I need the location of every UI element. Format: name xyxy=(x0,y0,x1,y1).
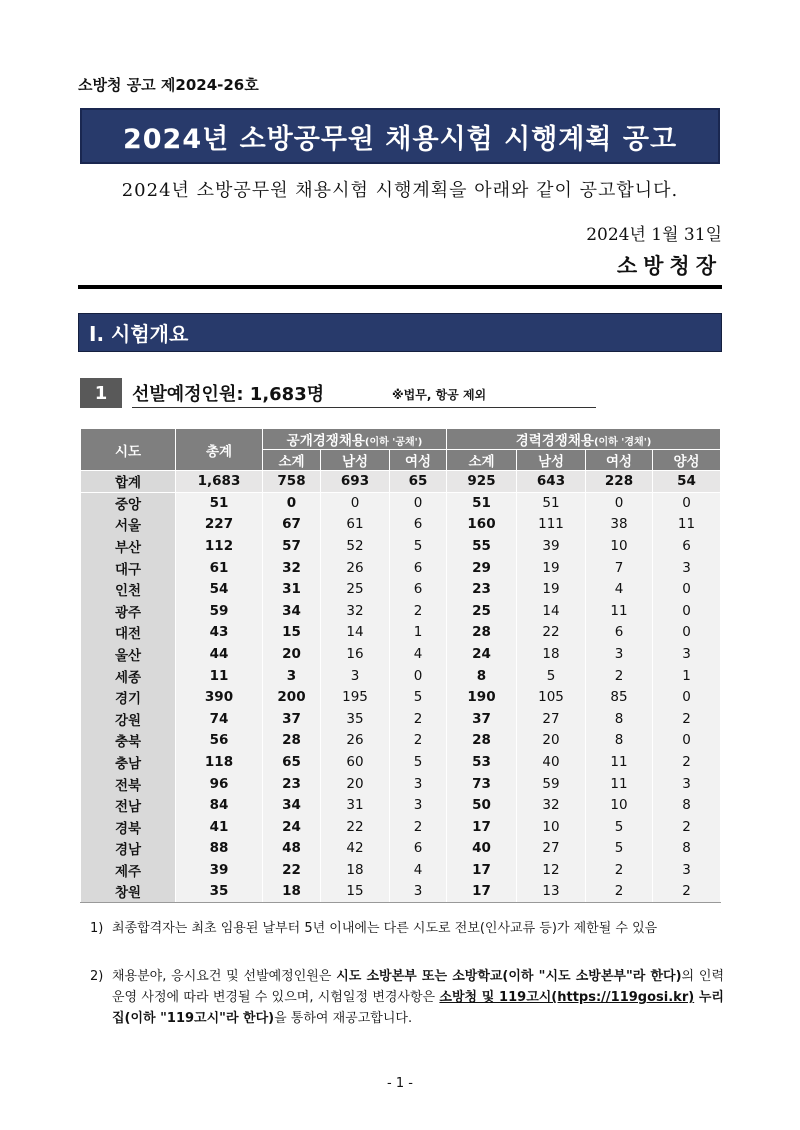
value-cell: 52 xyxy=(321,535,390,557)
value-cell: 27 xyxy=(517,708,586,730)
value-cell: 50 xyxy=(447,794,517,816)
region-cell: 부산 xyxy=(81,535,176,557)
value-cell: 6 xyxy=(653,535,721,557)
value-cell: 23 xyxy=(447,578,517,600)
value-cell: 18 xyxy=(263,881,321,903)
value-cell: 15 xyxy=(321,881,390,903)
value-cell: 0 xyxy=(321,492,390,514)
header-open-male: 남성 xyxy=(321,450,390,471)
value-cell: 3 xyxy=(390,773,447,795)
value-cell: 22 xyxy=(263,859,321,881)
value-cell: 2 xyxy=(653,708,721,730)
value-cell: 10 xyxy=(517,816,586,838)
value-cell: 73 xyxy=(447,773,517,795)
value-cell: 111 xyxy=(517,514,586,536)
value-cell: 5 xyxy=(390,686,447,708)
value-cell: 34 xyxy=(263,794,321,816)
value-cell: 0 xyxy=(653,686,721,708)
region-cell: 충남 xyxy=(81,751,176,773)
value-cell: 8 xyxy=(653,794,721,816)
value-cell: 40 xyxy=(517,751,586,773)
region-cell: 경남 xyxy=(81,838,176,860)
value-cell: 3 xyxy=(653,859,721,881)
value-cell: 1 xyxy=(390,622,447,644)
value-cell: 57 xyxy=(263,535,321,557)
value-cell: 3 xyxy=(653,643,721,665)
footnote-2 xyxy=(90,966,724,1029)
value-cell: 22 xyxy=(321,816,390,838)
value-cell: 61 xyxy=(176,557,263,579)
value-cell: 3 xyxy=(653,557,721,579)
value-cell: 23 xyxy=(263,773,321,795)
header-open-subtotal: 소계 xyxy=(263,450,321,471)
value-cell: 37 xyxy=(447,708,517,730)
region-cell: 중앙 xyxy=(81,492,176,514)
value-cell: 28 xyxy=(263,730,321,752)
value-cell: 20 xyxy=(263,643,321,665)
header-career-female: 여성 xyxy=(586,450,653,471)
value-cell: 51 xyxy=(176,492,263,514)
footnote-1-number: 1) xyxy=(90,921,104,936)
value-cell: 2 xyxy=(390,600,447,622)
value-cell: 11 xyxy=(176,665,263,687)
value-cell: 2 xyxy=(586,665,653,687)
value-cell: 85 xyxy=(586,686,653,708)
value-cell: 6 xyxy=(390,557,447,579)
value-cell: 5 xyxy=(586,816,653,838)
value-cell: 227 xyxy=(176,514,263,536)
value-cell: 31 xyxy=(263,578,321,600)
value-cell: 8 xyxy=(586,730,653,752)
value-cell: 390 xyxy=(176,686,263,708)
table-row xyxy=(81,859,721,881)
value-cell: 51 xyxy=(517,492,586,514)
table-row xyxy=(81,622,721,644)
value-cell: 5 xyxy=(517,665,586,687)
subsection-title: 선발예정인원: 1,683명 xyxy=(132,384,325,405)
value-cell: 6 xyxy=(390,514,447,536)
region-cell: 강원 xyxy=(81,708,176,730)
region-cell: 인천 xyxy=(81,578,176,600)
value-cell: 5 xyxy=(390,751,447,773)
value-cell: 35 xyxy=(321,708,390,730)
value-cell: 28 xyxy=(447,622,517,644)
value-cell: 25 xyxy=(447,600,517,622)
value-cell: 59 xyxy=(517,773,586,795)
value-cell: 40 xyxy=(447,838,517,860)
value-cell: 20 xyxy=(321,773,390,795)
header-open-recruitment: 공개경쟁채용(이하 '공채') xyxy=(263,429,447,450)
region-cell: 광주 xyxy=(81,600,176,622)
value-cell: 39 xyxy=(517,535,586,557)
value-cell: 48 xyxy=(263,838,321,860)
value-cell: 0 xyxy=(390,492,447,514)
footnote-2-text: 채용분야, 응시요건 및 선발예정인원은 시도 소방본부 또는 소방학교(이하 "시도 소방본부"라 한다)의 인력운영 사정에 따라 변경될 수 있으며, 시험일정 변경사항은 소방청 및 119고시(https://119gosi.kr) 누리집(이하 "119고시"라 한다)을 통하여 재공고합니다. xyxy=(112,969,725,1026)
value-cell: 8 xyxy=(586,708,653,730)
value-cell: 59 xyxy=(176,600,263,622)
value-cell: 17 xyxy=(447,816,517,838)
value-cell: 112 xyxy=(176,535,263,557)
value-cell: 10 xyxy=(586,535,653,557)
value-cell: 15 xyxy=(263,622,321,644)
page-number: - 1 - xyxy=(387,1076,413,1091)
value-cell: 35 xyxy=(176,881,263,903)
value-cell: 27 xyxy=(517,838,586,860)
header-career-male: 남성 xyxy=(517,450,586,471)
intro-text: 2024년 소방공무원 채용시험 시행계획을 아래와 같이 공고합니다. xyxy=(121,180,679,201)
value-cell: 925 xyxy=(447,471,517,493)
region-cell: 대구 xyxy=(81,557,176,579)
subsection-underline xyxy=(132,407,596,408)
value-cell: 39 xyxy=(176,859,263,881)
value-cell: 693 xyxy=(321,471,390,493)
value-cell: 44 xyxy=(176,643,263,665)
value-cell: 24 xyxy=(263,816,321,838)
table-row xyxy=(81,686,721,708)
value-cell: 2 xyxy=(653,816,721,838)
value-cell: 0 xyxy=(653,622,721,644)
value-cell: 3 xyxy=(653,773,721,795)
region-cell: 울산 xyxy=(81,643,176,665)
table-row xyxy=(81,751,721,773)
value-cell: 17 xyxy=(447,881,517,903)
value-cell: 190 xyxy=(447,686,517,708)
value-cell: 34 xyxy=(263,600,321,622)
value-cell: 19 xyxy=(517,578,586,600)
region-cell: 제주 xyxy=(81,859,176,881)
table-row xyxy=(81,600,721,622)
value-cell: 14 xyxy=(321,622,390,644)
value-cell: 55 xyxy=(447,535,517,557)
table-row xyxy=(81,665,721,687)
value-cell: 41 xyxy=(176,816,263,838)
subsection-number: 1 xyxy=(80,378,122,408)
value-cell: 5 xyxy=(390,535,447,557)
value-cell: 54 xyxy=(653,471,721,493)
region-cell: 전북 xyxy=(81,773,176,795)
value-cell: 228 xyxy=(586,471,653,493)
table-row xyxy=(81,535,721,557)
value-cell: 200 xyxy=(263,686,321,708)
value-cell: 16 xyxy=(321,643,390,665)
region-cell: 경기 xyxy=(81,686,176,708)
value-cell: 195 xyxy=(321,686,390,708)
footnote-1-text: 최종합격자는 최초 임용된 날부터 5년 이내에는 다른 시도로 전보(인사교류 등)가 제한될 수 있음 xyxy=(112,921,658,936)
value-cell: 4 xyxy=(390,643,447,665)
value-cell: 105 xyxy=(517,686,586,708)
value-cell: 19 xyxy=(517,557,586,579)
value-cell: 4 xyxy=(586,578,653,600)
region-cell: 창원 xyxy=(81,881,176,903)
table-row xyxy=(81,816,721,838)
table-row xyxy=(81,773,721,795)
table-row xyxy=(81,492,721,514)
region-cell: 대전 xyxy=(81,622,176,644)
value-cell: 17 xyxy=(447,859,517,881)
value-cell: 1 xyxy=(653,665,721,687)
value-cell: 3 xyxy=(321,665,390,687)
value-cell: 0 xyxy=(653,730,721,752)
value-cell: 3 xyxy=(586,643,653,665)
value-cell: 2 xyxy=(653,751,721,773)
value-cell: 0 xyxy=(263,492,321,514)
region-cell: 충북 xyxy=(81,730,176,752)
value-cell: 0 xyxy=(653,578,721,600)
value-cell: 29 xyxy=(447,557,517,579)
value-cell: 2 xyxy=(586,859,653,881)
value-cell: 11 xyxy=(586,600,653,622)
value-cell: 0 xyxy=(653,492,721,514)
value-cell: 37 xyxy=(263,708,321,730)
value-cell: 0 xyxy=(390,665,447,687)
value-cell: 6 xyxy=(390,838,447,860)
value-cell: 53 xyxy=(447,751,517,773)
value-cell: 32 xyxy=(321,600,390,622)
value-cell: 8 xyxy=(653,838,721,860)
value-cell: 2 xyxy=(390,816,447,838)
table-row xyxy=(81,643,721,665)
region-cell: 전남 xyxy=(81,794,176,816)
value-cell: 7 xyxy=(586,557,653,579)
table-row xyxy=(81,557,721,579)
header-career-recruitment: 경력경쟁채용(이하 '경채') xyxy=(447,429,721,450)
document-title: 2024년 소방공무원 채용시험 시행계획 공고 xyxy=(80,108,720,164)
value-cell: 54 xyxy=(176,578,263,600)
value-cell: 11 xyxy=(586,773,653,795)
value-cell: 60 xyxy=(321,751,390,773)
footnote-1 xyxy=(90,918,724,939)
value-cell: 51 xyxy=(447,492,517,514)
table-total-row xyxy=(81,471,721,493)
value-cell: 26 xyxy=(321,730,390,752)
table-row xyxy=(81,881,721,903)
value-cell: 643 xyxy=(517,471,586,493)
footnote-2-number: 2) xyxy=(90,969,104,984)
header-region: 시도 xyxy=(81,429,176,471)
signer: 소방청장 xyxy=(616,254,722,278)
table-row xyxy=(81,578,721,600)
value-cell: 11 xyxy=(586,751,653,773)
value-cell: 32 xyxy=(263,557,321,579)
region-cell: 합계 xyxy=(81,471,176,493)
value-cell: 1,683 xyxy=(176,471,263,493)
value-cell: 2 xyxy=(586,881,653,903)
value-cell: 61 xyxy=(321,514,390,536)
value-cell: 32 xyxy=(517,794,586,816)
value-cell: 758 xyxy=(263,471,321,493)
value-cell: 65 xyxy=(390,471,447,493)
section-heading: Ⅰ. 시험개요 xyxy=(78,313,722,352)
value-cell: 2 xyxy=(653,881,721,903)
value-cell: 22 xyxy=(517,622,586,644)
value-cell: 31 xyxy=(321,794,390,816)
table-row xyxy=(81,708,721,730)
value-cell: 4 xyxy=(390,859,447,881)
table-row xyxy=(81,514,721,536)
value-cell: 13 xyxy=(517,881,586,903)
table-row xyxy=(81,730,721,752)
value-cell: 25 xyxy=(321,578,390,600)
value-cell: 6 xyxy=(390,578,447,600)
value-cell: 3 xyxy=(390,794,447,816)
region-cell: 경북 xyxy=(81,816,176,838)
value-cell: 20 xyxy=(517,730,586,752)
value-cell: 18 xyxy=(517,643,586,665)
value-cell: 67 xyxy=(263,514,321,536)
subsection-note: ※법무, 항공 제외 xyxy=(392,388,487,402)
value-cell: 2 xyxy=(390,708,447,730)
table-row xyxy=(81,794,721,816)
value-cell: 28 xyxy=(447,730,517,752)
value-cell: 8 xyxy=(447,665,517,687)
value-cell: 3 xyxy=(263,665,321,687)
header-career-both: 양성 xyxy=(653,450,721,471)
value-cell: 74 xyxy=(176,708,263,730)
header-open-female: 여성 xyxy=(390,450,447,471)
value-cell: 5 xyxy=(586,838,653,860)
notice-number: 소방청 공고 제2024-26호 xyxy=(78,76,259,94)
region-cell: 서울 xyxy=(81,514,176,536)
value-cell: 84 xyxy=(176,794,263,816)
value-cell: 3 xyxy=(390,881,447,903)
value-cell: 12 xyxy=(517,859,586,881)
recruitment-table xyxy=(80,428,721,903)
header-career-subtotal: 소계 xyxy=(447,450,517,471)
value-cell: 26 xyxy=(321,557,390,579)
value-cell: 43 xyxy=(176,622,263,644)
value-cell: 0 xyxy=(653,600,721,622)
value-cell: 96 xyxy=(176,773,263,795)
value-cell: 42 xyxy=(321,838,390,860)
table-row xyxy=(81,838,721,860)
thick-divider xyxy=(78,285,722,289)
value-cell: 65 xyxy=(263,751,321,773)
notice-date: 2024년 1월 31일 xyxy=(586,225,722,245)
value-cell: 0 xyxy=(586,492,653,514)
value-cell: 2 xyxy=(390,730,447,752)
value-cell: 160 xyxy=(447,514,517,536)
value-cell: 24 xyxy=(447,643,517,665)
value-cell: 14 xyxy=(517,600,586,622)
value-cell: 18 xyxy=(321,859,390,881)
value-cell: 6 xyxy=(586,622,653,644)
value-cell: 118 xyxy=(176,751,263,773)
header-total: 총계 xyxy=(176,429,263,471)
value-cell: 56 xyxy=(176,730,263,752)
region-cell: 세종 xyxy=(81,665,176,687)
value-cell: 10 xyxy=(586,794,653,816)
value-cell: 11 xyxy=(653,514,721,536)
value-cell: 38 xyxy=(586,514,653,536)
value-cell: 88 xyxy=(176,838,263,860)
